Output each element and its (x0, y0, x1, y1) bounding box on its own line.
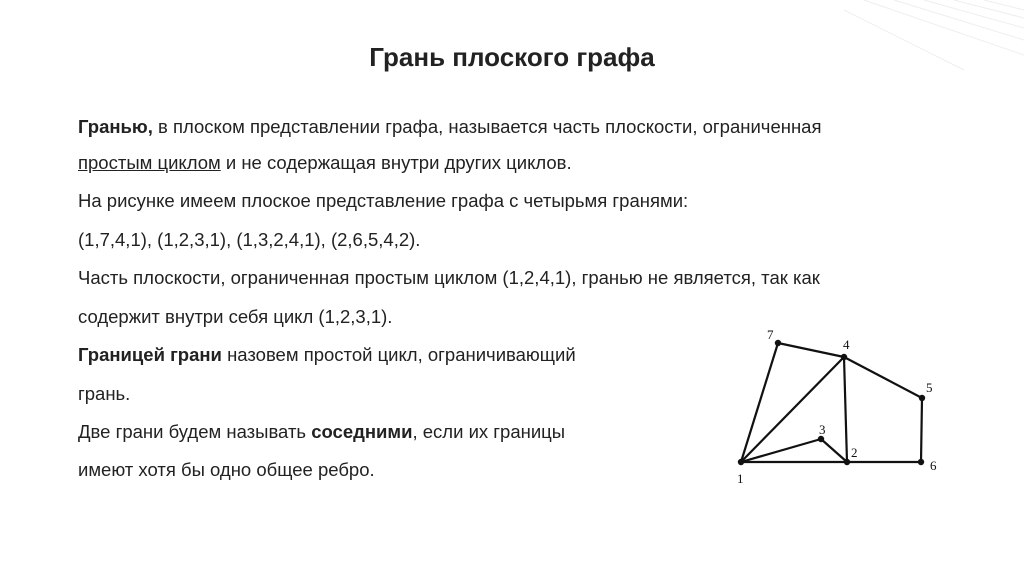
vertex-label-1: 1 (737, 471, 744, 486)
term-face: Гранью, (78, 116, 153, 137)
definition-text: в плоском представлении графа, называется часть плоскости, ограниченная (152, 116, 822, 137)
paragraph-line-9 (78, 421, 565, 443)
vertex-6 (918, 459, 924, 465)
paragraph-line-10: имеют хотя бы одно общее ребро. (78, 459, 375, 480)
paragraph-line-8: грань. (78, 383, 131, 404)
adjacent-text-post: , если их границы (412, 421, 566, 442)
edge-4-5 (844, 357, 922, 398)
paragraph-line-1 (78, 116, 821, 138)
vertex-2 (844, 459, 850, 465)
paragraph-line-6: содержит внутри себя цикл (1,2,3,1). (78, 306, 393, 327)
vertex-7 (775, 340, 781, 346)
edge-3-2 (821, 439, 847, 462)
edge-7-4 (778, 343, 844, 357)
vertex-label-7: 7 (767, 327, 774, 342)
graph-edges (741, 343, 922, 462)
paragraph-line-2 (78, 152, 572, 174)
adjacent-text-pre: Две грани будем называть (78, 421, 312, 442)
vertex-4 (841, 354, 847, 360)
vertex-label-6: 6 (930, 458, 937, 473)
term-face-boundary: Границей грани (78, 344, 222, 365)
boundary-definition: назовем простой цикл, ограничивающий (221, 344, 576, 365)
vertex-label-4: 4 (843, 337, 850, 352)
vertex-5 (919, 395, 925, 401)
vertex-label-5: 5 (926, 380, 933, 395)
paragraph-line-7 (78, 344, 576, 366)
planar-graph-figure (720, 318, 960, 493)
slide-title: Грань плоского графа (369, 42, 655, 72)
paragraph-line-5: Часть плоскости, ограниченная простым циклом (1,2,4,1), гранью не является, так как (78, 267, 820, 288)
term-adjacent: соседними (311, 421, 413, 442)
edge-5-6 (921, 398, 922, 462)
vertex-label-3: 3 (819, 422, 826, 437)
paragraph-line-3: На рисунке имеем плоское представление графа с четырьмя гранями: (78, 190, 689, 211)
vertex-1 (738, 459, 744, 465)
vertex-label-2: 2 (851, 445, 858, 460)
edge-2-4 (844, 357, 847, 462)
simple-cycle-link[interactable]: простым циклом (78, 152, 221, 173)
definition-text-cont: и не содержащая внутри других циклов. (220, 152, 572, 173)
graph-vertices (738, 340, 925, 465)
faces-list: (1,7,4,1), (1,2,3,1), (1,3,2,4,1), (2,6,5,4,2). (78, 229, 421, 250)
